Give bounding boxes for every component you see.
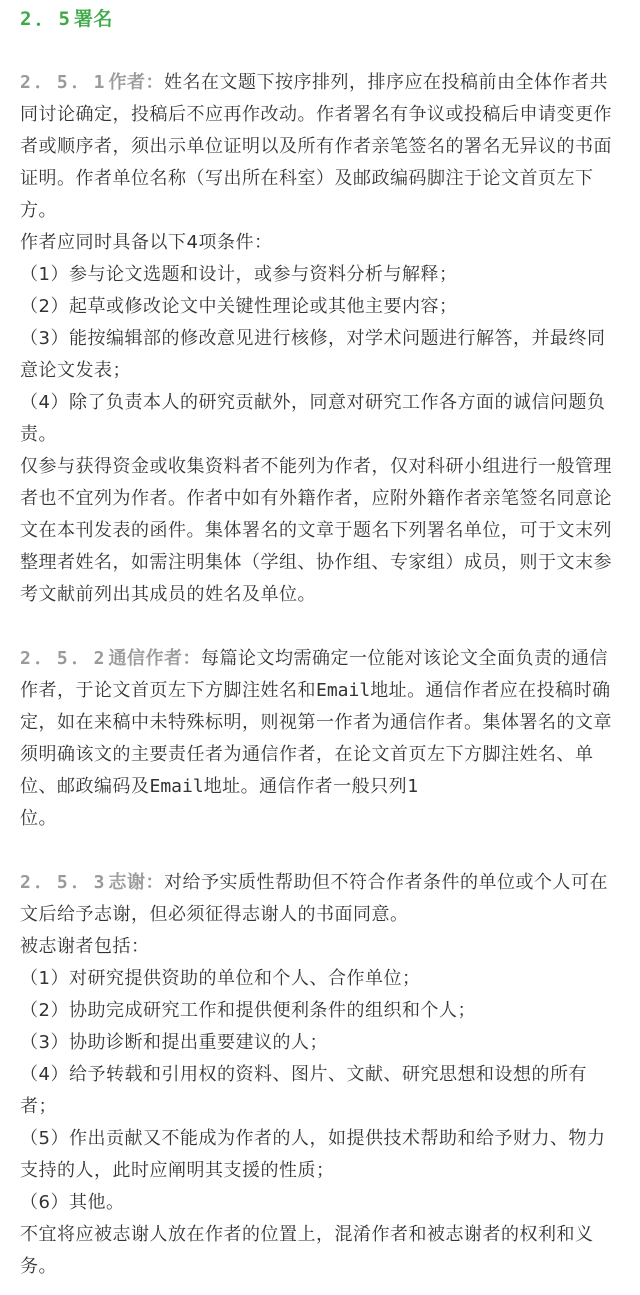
- list-item: （2）协助完成研究工作和提供便利条件的组织和个人；: [20, 1000, 476, 1021]
- list-item: （1）参与论文选题和设计，或参与资料分析与解释；: [20, 264, 458, 285]
- subsection-corresponding-author-body: 2．5．2通信作者：每篇论文均需确定一位能对该论文全面负责的通信作者，于论文首页左下方脚注姓名和Email地址。通信作者应在投稿时确定，如在来稿中未特殊标明，则视第一作者为通信作者。集体署名的文章须明确该文的主要责任者为通信作者，在论文首页左下方脚注姓名、单位、邮政编码及Email地址。通信作者一般只列1 位。: [20, 648, 612, 829]
- list-item: （1）对研究提供资助的单位和个人、合作单位；: [20, 968, 421, 989]
- list-item: （3）能按编辑部的修改意见进行核修，对学术问题进行解答，并最终同意论文发表；: [20, 328, 606, 381]
- spacer: [20, 611, 620, 643]
- list-item: （4）除了负责本人的研究贡献外，同意对研究工作各方面的诚信问题负责。: [20, 392, 606, 445]
- list-item: （4）给予转载和引用权的资料、图片、文献、研究思想和设想的所有者；: [20, 1064, 587, 1117]
- subsection-heading: 2．5．3志谢：: [20, 872, 165, 893]
- list-item: （2）起草或修改论文中关键性理论或其他主要内容；: [20, 296, 458, 317]
- subsection-heading: 2．5．2通信作者：: [20, 648, 202, 669]
- list-item: （6）其他。: [20, 1192, 125, 1213]
- spacer: [20, 35, 620, 67]
- section-title: 署名: [73, 8, 113, 30]
- subsection-acknowledgement-body: 2．5．3志谢：对给予实质性帮助但不符合作者条件的单位或个人可在文后给予志谢，但必须征得志谢人的书面同意。: [20, 872, 609, 925]
- paragraph: 仅参与获得资金或收集资料者不能列为作者，仅对科研小组进行一般管理者也不宜列为作者。作者中如有外籍作者，应附外籍作者亲笔签名同意论文在本刊发表的函件。集体署名的文章于题名下列署名单位，可于文末列整理者姓名，如需注明集体（学组、协作组、专家组）成员，则于文末参考文献前列出其成员的姓名及单位。: [20, 456, 612, 605]
- list-intro: 被志谢者包括：: [20, 936, 150, 957]
- conditions-intro: 作者应同时具备以下4项条件：: [20, 232, 273, 253]
- subsection-author-body: 2．5．1作者：姓名在文题下按序排列，排序应在投稿前由全体作者共同讨论确定，投稿后不应再作改动。作者署名有争议或投稿后申请变更作者或顺序者，须出示单位证明以及所有作者亲笔签名的署名无异议的书面证明。作者单位名称（写出所在科室）及邮政编码脚注于论文首页左下方。: [20, 72, 612, 221]
- list-item: （3）协助诊断和提出重要建议的人；: [20, 1032, 328, 1053]
- paragraph: 不宜将应被志谢人放在作者的位置上，混淆作者和被志谢者的权利和义务。: [20, 1224, 594, 1277]
- section-number: 2．5: [20, 8, 74, 30]
- subsection-heading: 2．5．1作者：: [20, 72, 165, 93]
- spacer: [20, 835, 620, 867]
- list-item: （5）作出贡献又不能成为作者的人，如提供技术帮助和给予财力、物力支持的人，此时应阐明其支援的性质；: [20, 1128, 606, 1181]
- section-heading: [20, 3, 620, 35]
